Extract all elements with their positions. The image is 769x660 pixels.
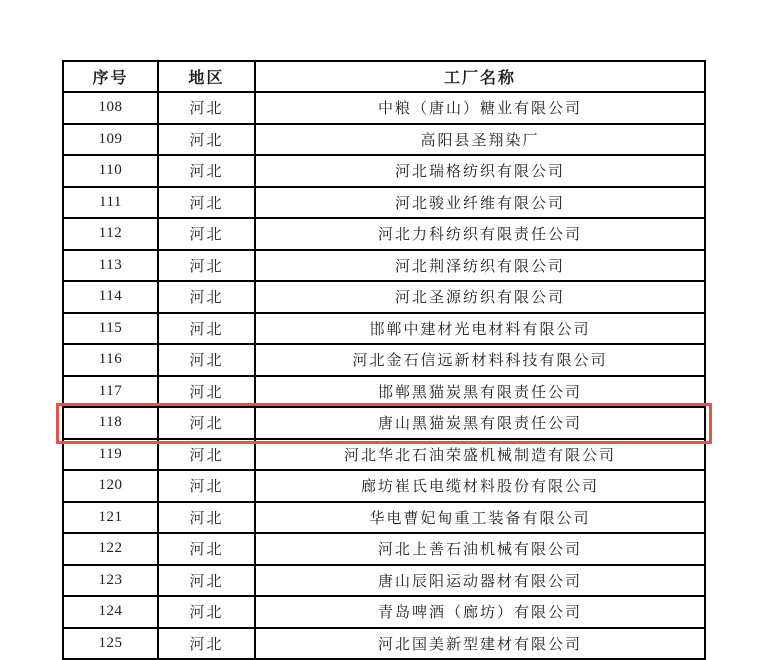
factory-name-cell: 河北力科纺织有限责任公司	[255, 218, 705, 250]
serial-cell: 109	[63, 124, 158, 156]
region-cell: 河北	[158, 344, 255, 376]
table-row	[63, 439, 705, 471]
factory-name-cell: 邯郸中建材光电材料有限公司	[255, 313, 705, 345]
factory-name-cell: 河北上善石油机械有限公司	[255, 533, 705, 565]
serial-cell: 118	[63, 407, 158, 439]
table-body	[63, 92, 705, 659]
serial-cell: 115	[63, 313, 158, 345]
factory-name-cell: 河北圣源纺织有限公司	[255, 281, 705, 313]
region-cell: 河北	[158, 502, 255, 534]
region-cell: 河北	[158, 533, 255, 565]
serial-cell: 123	[63, 565, 158, 597]
region-cell: 河北	[158, 187, 255, 219]
table-row	[63, 155, 705, 187]
serial-cell: 122	[63, 533, 158, 565]
serial-cell: 120	[63, 470, 158, 502]
table-row	[63, 628, 705, 660]
factory-name-cell: 河北荆泽纺织有限公司	[255, 250, 705, 282]
factory-name-cell: 邯郸黑猫炭黑有限责任公司	[255, 376, 705, 408]
factory-name-cell: 河北瑞格纺织有限公司	[255, 155, 705, 187]
table-row	[63, 470, 705, 502]
region-cell: 河北	[158, 92, 255, 124]
serial-cell: 116	[63, 344, 158, 376]
serial-cell: 112	[63, 218, 158, 250]
table-row	[63, 533, 705, 565]
serial-cell: 121	[63, 502, 158, 534]
table-header	[63, 61, 705, 92]
region-cell: 河北	[158, 218, 255, 250]
factory-name-cell: 华电曹妃甸重工装备有限公司	[255, 502, 705, 534]
region-cell: 河北	[158, 407, 255, 439]
factory-table	[62, 60, 706, 660]
region-cell: 河北	[158, 124, 255, 156]
column-header-serial: 序号	[63, 61, 158, 92]
serial-cell: 119	[63, 439, 158, 471]
serial-cell: 113	[63, 250, 158, 282]
serial-cell: 110	[63, 155, 158, 187]
column-header-region: 地区	[158, 61, 255, 92]
serial-cell: 111	[63, 187, 158, 219]
column-header-factory-name: 工厂名称	[255, 61, 705, 92]
table-row	[63, 565, 705, 597]
factory-name-cell: 河北金石信远新材料科技有限公司	[255, 344, 705, 376]
region-cell: 河北	[158, 313, 255, 345]
serial-cell: 114	[63, 281, 158, 313]
table-row	[63, 344, 705, 376]
factory-name-cell: 中粮（唐山）糖业有限公司	[255, 92, 705, 124]
table-row	[63, 407, 705, 439]
factory-name-cell: 青岛啤酒（廊坊）有限公司	[255, 596, 705, 628]
factory-name-cell: 河北骏业纤维有限公司	[255, 187, 705, 219]
region-cell: 河北	[158, 596, 255, 628]
region-cell: 河北	[158, 439, 255, 471]
table-row	[63, 187, 705, 219]
factory-name-cell: 河北华北石油荣盛机械制造有限公司	[255, 439, 705, 471]
factory-name-cell: 廊坊崔氏电缆材料股份有限公司	[255, 470, 705, 502]
serial-cell: 117	[63, 376, 158, 408]
factory-name-cell: 高阳县圣翔染厂	[255, 124, 705, 156]
region-cell: 河北	[158, 281, 255, 313]
table-row	[63, 502, 705, 534]
table-row	[63, 376, 705, 408]
table-row	[63, 250, 705, 282]
factory-name-cell: 唐山辰阳运动器材有限公司	[255, 565, 705, 597]
region-cell: 河北	[158, 470, 255, 502]
table-row	[63, 281, 705, 313]
table-row	[63, 92, 705, 124]
region-cell: 河北	[158, 628, 255, 660]
region-cell: 河北	[158, 155, 255, 187]
factory-name-cell: 唐山黑猫炭黑有限责任公司	[255, 407, 705, 439]
header-row	[63, 61, 705, 92]
table-row	[63, 124, 705, 156]
serial-cell: 125	[63, 628, 158, 660]
region-cell: 河北	[158, 376, 255, 408]
table-row	[63, 313, 705, 345]
region-cell: 河北	[158, 565, 255, 597]
factory-name-cell: 河北国美新型建材有限公司	[255, 628, 705, 660]
table-row	[63, 596, 705, 628]
serial-cell: 108	[63, 92, 158, 124]
region-cell: 河北	[158, 250, 255, 282]
serial-cell: 124	[63, 596, 158, 628]
table-row	[63, 218, 705, 250]
